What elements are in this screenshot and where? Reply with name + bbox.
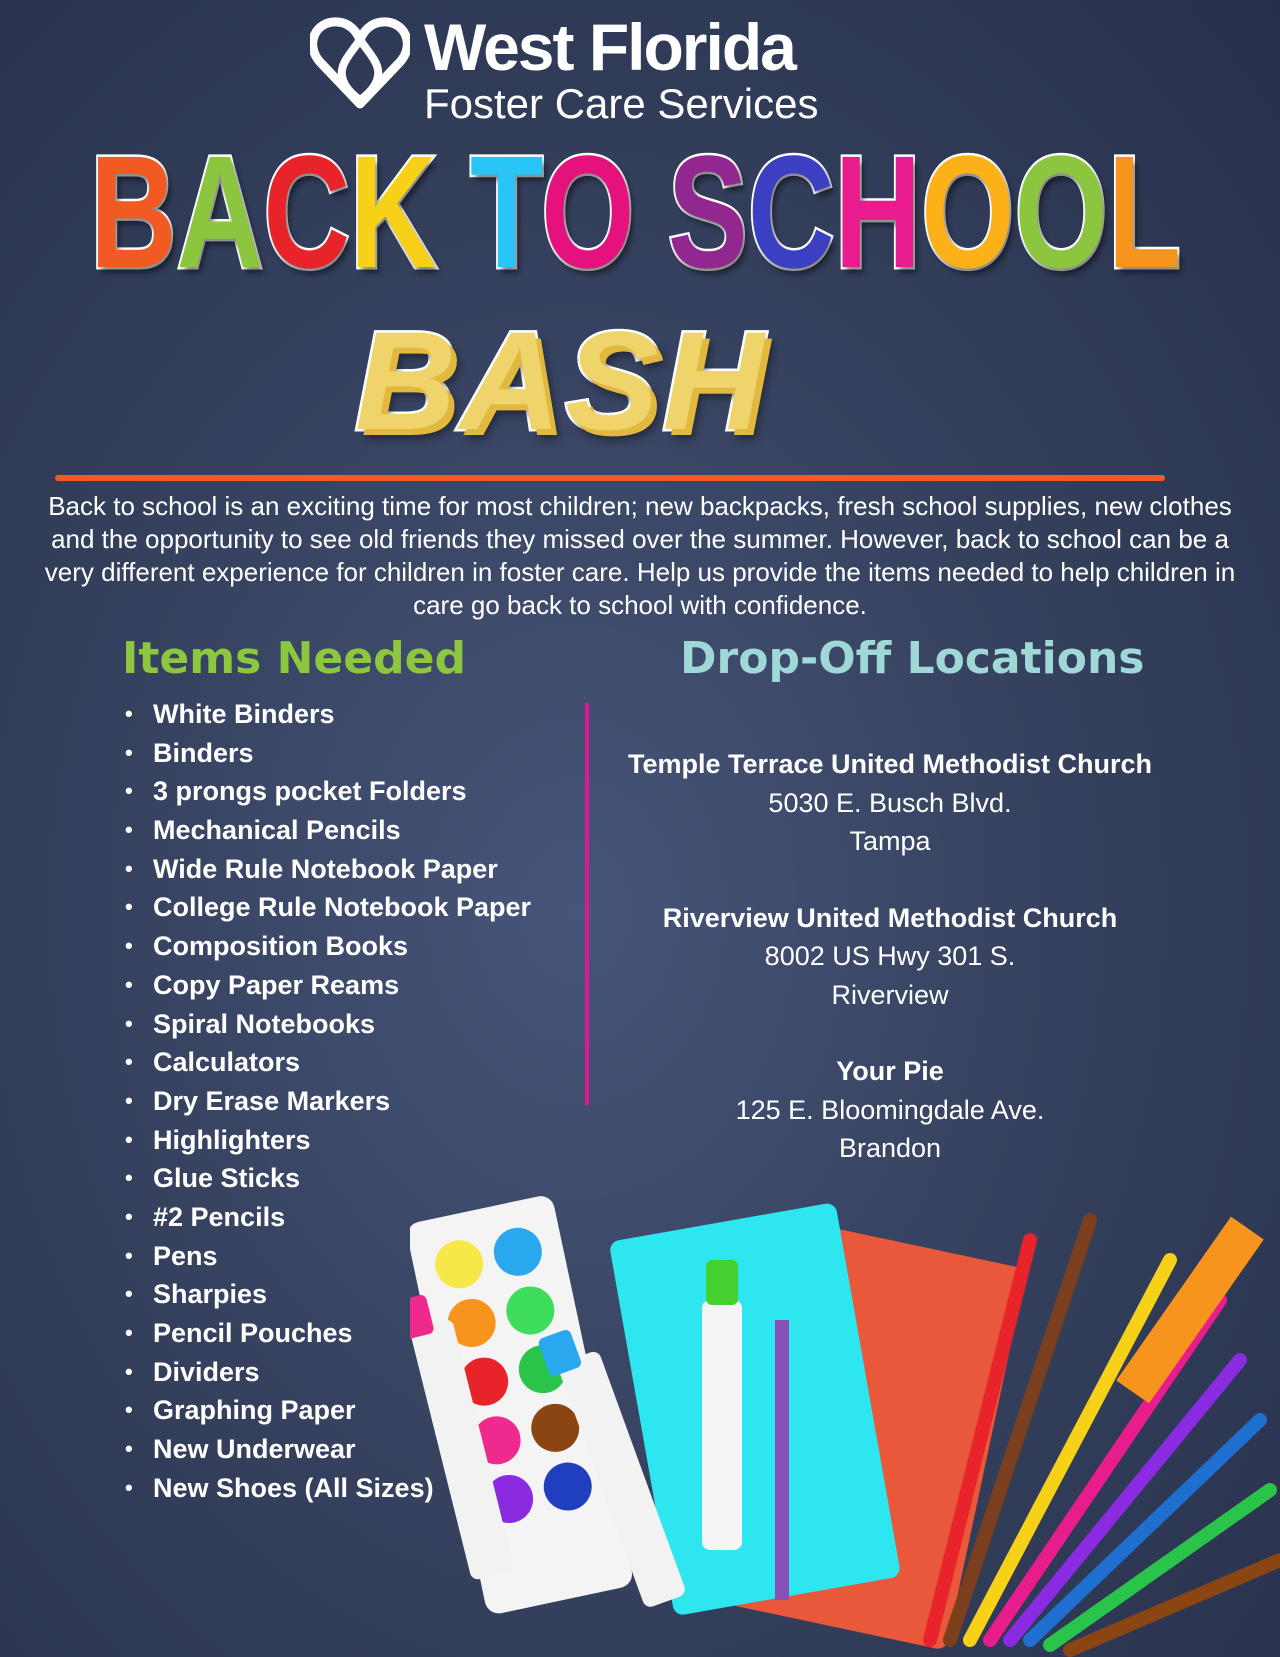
intro-paragraph: Back to school is an exciting time for most children; new backpacks, fresh school supplies, new clothes and the opportunity to see old friends they missed over the summer. However, back to school can be a very different experience for children in foster care. Help us provide the items needed to help children in care go back to school with confidence.: [44, 491, 1236, 620]
drop-off-heading: Drop-Off Locations: [680, 633, 1145, 684]
item-label: Calculators: [153, 1047, 301, 1078]
list-item: [125, 967, 531, 1006]
school-supplies-illustration: [410, 1180, 1280, 1657]
location-address: 125 E. Bloomingdale Ave.: [735, 1094, 1045, 1125]
item-label: Composition Books: [153, 931, 408, 962]
list-item: [125, 773, 531, 812]
item-label: Sharpies: [153, 1279, 268, 1310]
title-letter: O: [541, 122, 635, 301]
location-address: 8002 US Hwy 301 S.: [764, 941, 1016, 971]
location-city: Tampa: [849, 826, 931, 856]
bullet-icon: •: [125, 1474, 133, 1500]
item-label: Mechanical Pencils: [153, 815, 401, 846]
list-item: [125, 735, 531, 774]
list-item: [125, 1006, 531, 1045]
item-label: 3 prongs pocket Folders: [153, 776, 467, 807]
bullet-icon: •: [125, 971, 133, 997]
title-letter: A: [176, 122, 264, 301]
title-letter: C: [263, 122, 350, 301]
title-letter: O: [1014, 122, 1108, 301]
title-letter: L: [1107, 122, 1182, 301]
location-entry: [605, 899, 1175, 1015]
title-letter: H: [834, 122, 922, 301]
item-label: College Rule Notebook Paper: [153, 892, 532, 923]
heart-logo-icon: [310, 14, 410, 110]
location-name: Temple Terrace United Methodist Church: [627, 749, 1153, 779]
logo-name: West Florida: [424, 10, 795, 84]
bullet-icon: •: [125, 1397, 133, 1423]
bullet-icon: •: [125, 1049, 133, 1075]
item-label: Dividers: [153, 1356, 260, 1387]
list-item: [125, 812, 531, 851]
item-label: Glue Sticks: [153, 1163, 301, 1194]
bullet-icon: •: [125, 701, 133, 726]
items-needed-heading: Items Needed: [122, 633, 466, 684]
location-city: Brandon: [838, 1133, 942, 1163]
item-label: Wide Rule Notebook Paper: [153, 853, 498, 884]
title-letter: T: [469, 122, 542, 301]
list-item: [125, 696, 531, 735]
bullet-icon: •: [125, 1436, 133, 1462]
title-letter: C: [747, 122, 835, 301]
bullet-icon: •: [125, 1242, 133, 1268]
list-item: [125, 1044, 531, 1083]
location-name: Your Pie: [836, 1056, 944, 1086]
location-entry: [605, 745, 1175, 861]
title-letter: S: [667, 122, 748, 301]
title-letter: B: [90, 122, 177, 301]
bullet-icon: •: [125, 855, 133, 881]
item-label: #2 Pencils: [153, 1201, 286, 1232]
list-item: [125, 851, 531, 890]
bullet-icon: •: [125, 817, 133, 843]
locations-list: [605, 745, 1175, 1206]
list-item: [125, 889, 531, 928]
bullet-icon: •: [125, 1320, 133, 1345]
title-letter: K: [349, 122, 437, 301]
item-label: Binders: [153, 737, 254, 768]
bullet-icon: •: [125, 1281, 133, 1307]
bullet-icon: •: [125, 1358, 133, 1384]
list-item: [125, 1083, 531, 1122]
location-entry: [605, 1052, 1175, 1168]
list-item: [125, 928, 531, 967]
item-label: New Underwear: [153, 1434, 356, 1465]
item-label: White Binders: [153, 699, 335, 729]
item-label: Copy Paper Reams: [153, 969, 400, 1000]
bullet-icon: •: [125, 739, 133, 765]
bullet-icon: •: [125, 1087, 133, 1113]
bullet-icon: •: [125, 1126, 133, 1152]
divider-rule: [55, 475, 1165, 481]
event-title-bash: BASH: [355, 302, 768, 459]
item-label: Pencil Pouches: [153, 1318, 353, 1348]
organization-logo: [310, 10, 819, 127]
event-title: [90, 122, 1185, 301]
location-address: 5030 E. Busch Blvd.: [768, 787, 1012, 818]
bullet-icon: •: [125, 894, 133, 920]
item-label: Highlighters: [153, 1124, 311, 1155]
bullet-icon: •: [125, 1010, 133, 1036]
item-label: New Shoes (All Sizes): [153, 1472, 434, 1503]
list-item: [125, 1122, 531, 1161]
location-city: Riverview: [831, 979, 949, 1010]
location-name: Riverview United Methodist Church: [662, 902, 1118, 933]
item-label: Spiral Notebooks: [153, 1008, 376, 1039]
bullet-icon: •: [125, 1203, 133, 1229]
bullet-icon: •: [125, 778, 133, 804]
logo-subtitle: Foster Care Services: [424, 80, 819, 127]
title-letter: O: [921, 122, 1015, 301]
item-label: Pens: [153, 1240, 218, 1271]
bullet-icon: •: [125, 933, 133, 959]
column-divider: [585, 703, 589, 1105]
item-label: Dry Erase Markers: [153, 1085, 391, 1116]
item-label: Graphing Paper: [153, 1395, 356, 1426]
bullet-icon: •: [125, 1165, 133, 1191]
